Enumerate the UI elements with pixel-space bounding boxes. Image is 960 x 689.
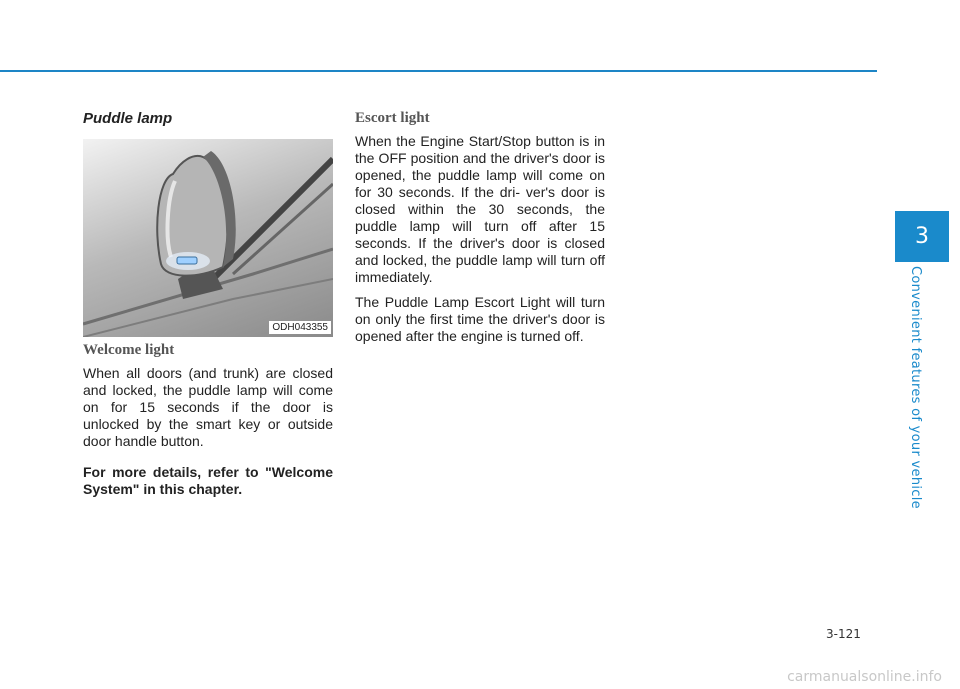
escort-light-note: The Puddle Lamp Escort Light will turn on only the first time the driver's door is opened after the engine is turned off. — [355, 294, 605, 344]
welcome-light-paragraph: When all doors (and trunk) are closed and locked, the puddle lamp will come on for 15 seconds if the door is unlocked by the smart key or outside door handle button. — [83, 365, 333, 449]
chapter-title-vertical: Convenient features of your vehicle — [908, 266, 923, 509]
header-rule — [0, 70, 877, 72]
subheading-escort-light: Escort light — [355, 110, 430, 126]
side-mirror-illustration — [83, 139, 333, 337]
right-column — [355, 110, 605, 353]
subheading-welcome-light: Welcome light — [83, 342, 175, 358]
reference-note: For more details, refer to "Welcome System" in this chapter. — [83, 464, 333, 497]
figure-code: ODH043355 — [269, 321, 331, 334]
left-column — [83, 110, 333, 506]
mirror-drawing — [83, 139, 333, 337]
watermark: carmanualsonline.info — [787, 669, 942, 685]
section-heading-puddle-lamp: Puddle lamp — [83, 110, 173, 127]
chapter-number-tab: 3 — [895, 211, 949, 262]
page-number: 3-121 — [826, 627, 861, 641]
escort-light-paragraph: When the Engine Start/Stop button is in the OFF position and the driver's door is opened, the puddle lamp will come on for 30 seconds. If the dri- ver's door is closed within the 30 seconds, the puddle lamp will turn off after 15 seconds. If the driver's door is closed and locked, the puddle lamp will turn off immediately. — [355, 133, 605, 285]
